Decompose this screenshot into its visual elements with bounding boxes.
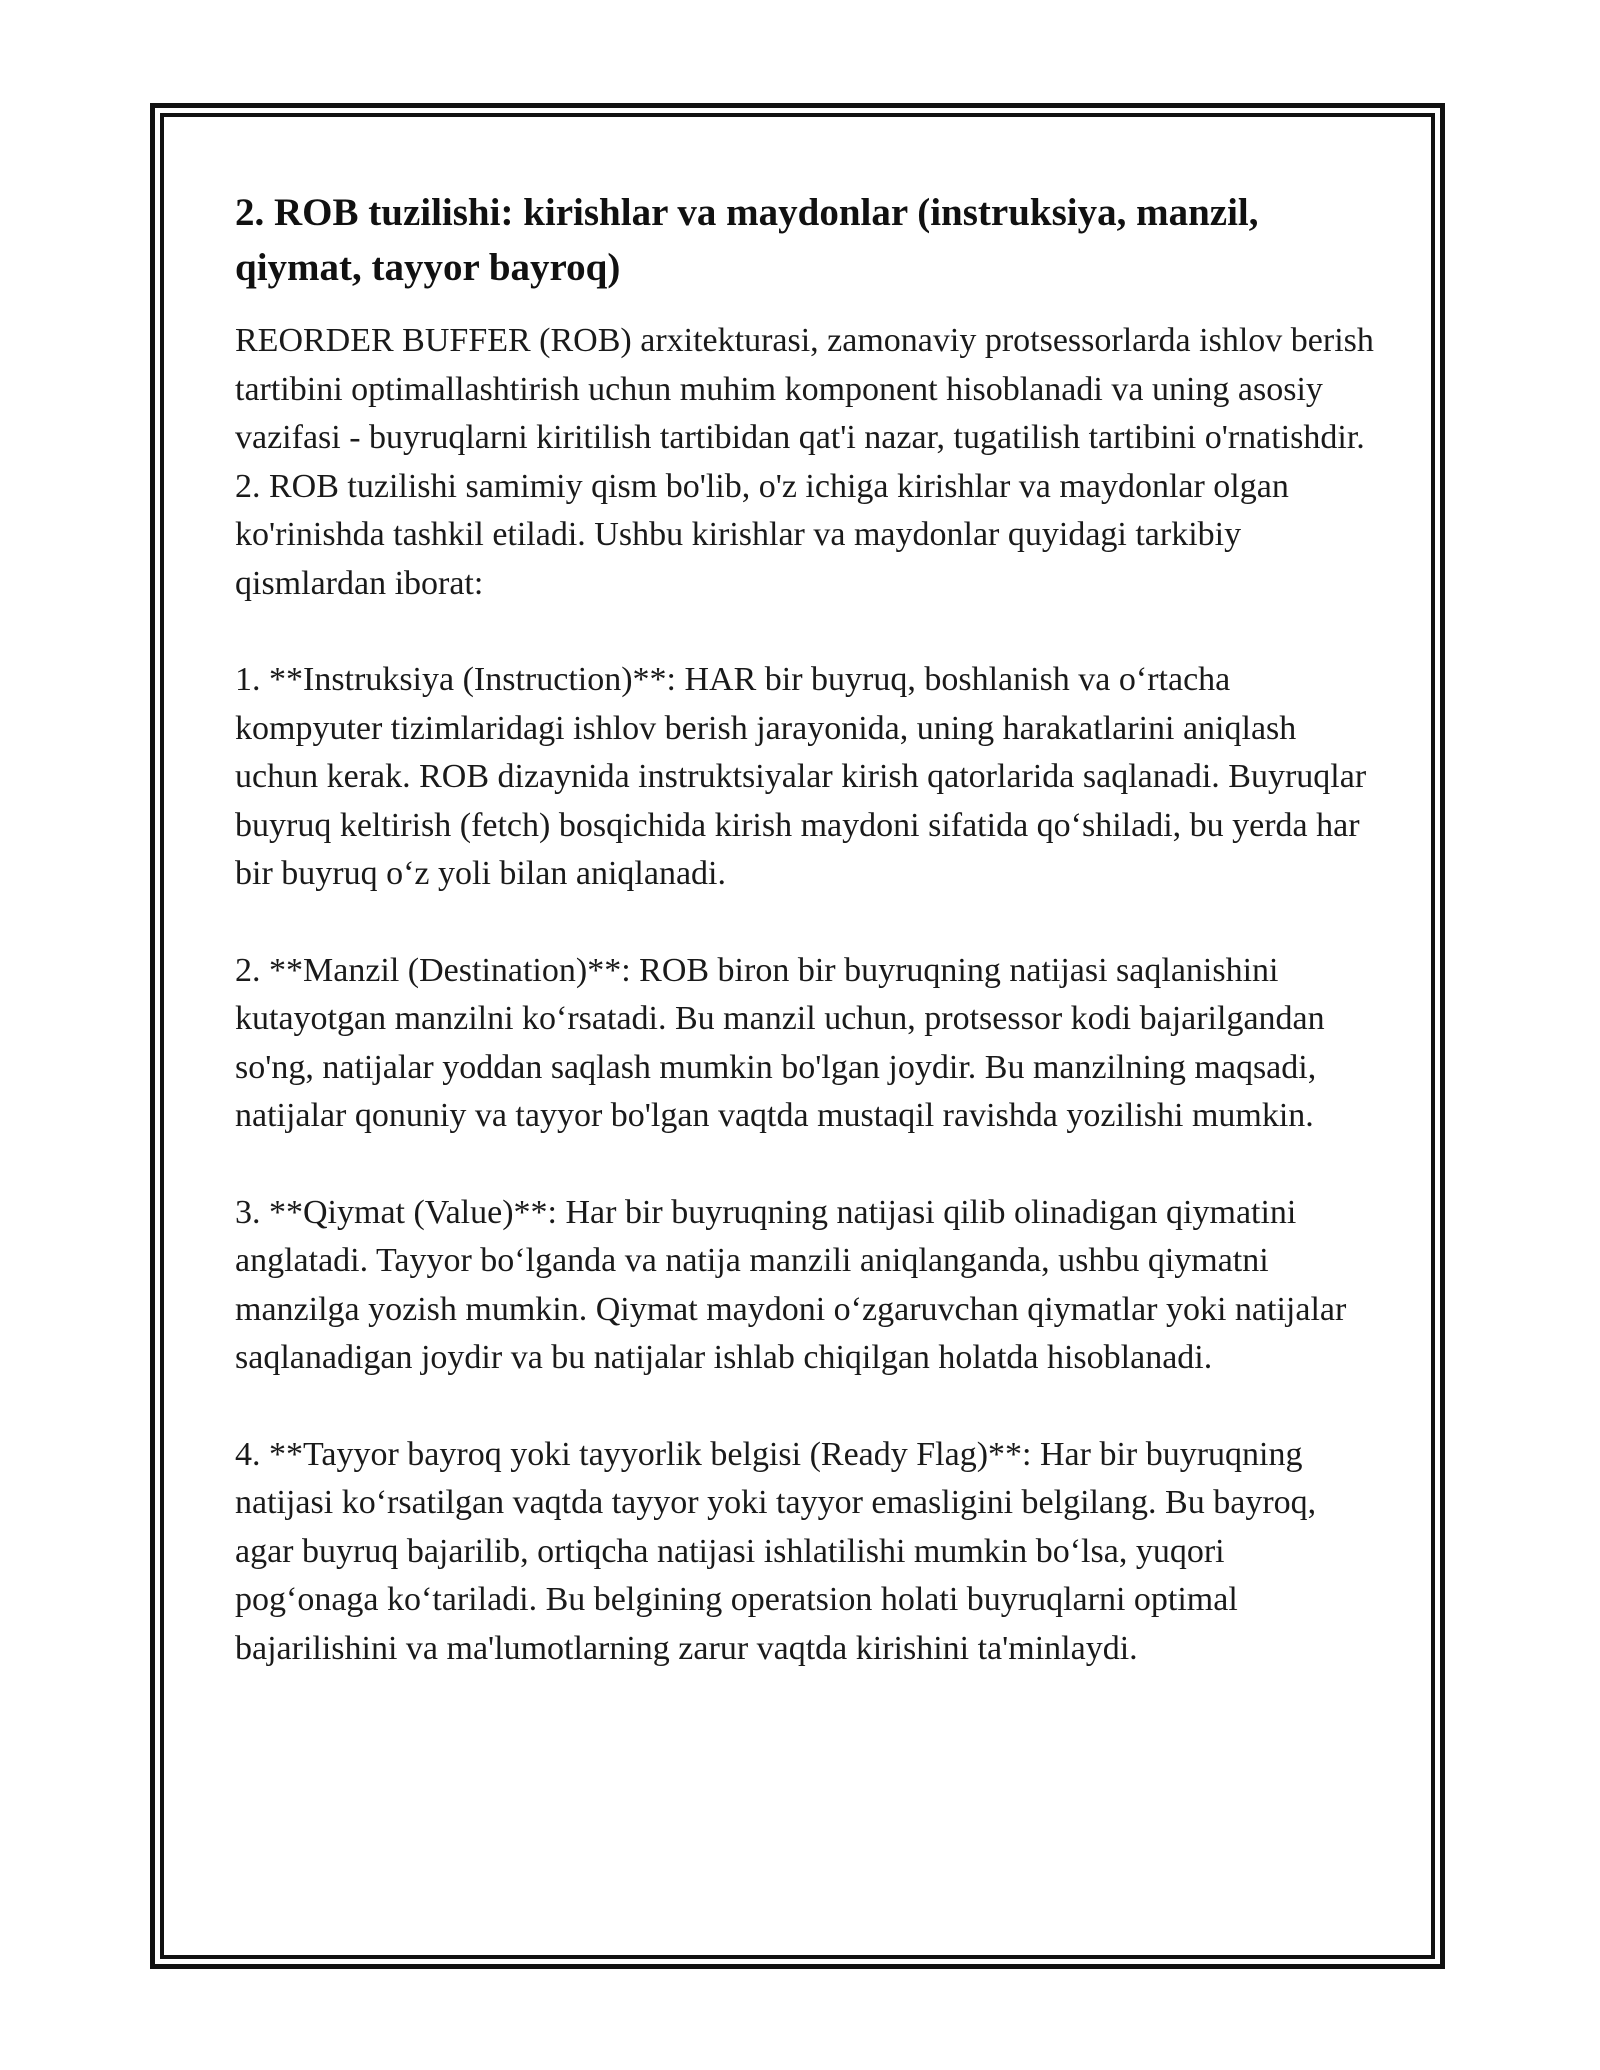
destination-field-paragraph: 2. **Manzil (Destination)**: ROB biron bir buyruqning natijasi saqlanishini kutayotgan manzilni ko‘rsatadi. Bu manzil uchun, protsessor kodi bajarilgandan so'ng, natijalar yoddan saqlash mumkin bo'lgan joydir. Bu manzilning maqsadi, natijalar qonuniy va tayyor bo'lgan vaqtda mustaqil ravishda yozilishi mumkin. (235, 951, 1325, 1134)
ready-flag-paragraph: 4. **Tayyor bayroq yoki tayyorlik belgisi (Ready Flag)**: Har bir buyruqning natijasi ko‘rsatilgan vaqtda tayyor yoki tayyor emasligini belgilang. Bu bayroq, agar buyruq bajarilib, ortiqcha natijasi ishlatilishi mumkin bo‘lsa, yuqori pog‘onaga ko‘tariladi. Bu belgining operatsion holati buyruqlarni optimal bajarilishini va ma'lumotlarning zarur vaqtda kirishini ta'minlaydi. (235, 1435, 1317, 1667)
instruction-field-paragraph: 1. **Instruksiya (Instruction)**: HAR bir buyruq, boshlanish va o‘rtacha kompyuter tizimlaridagi ishlov berish jarayonida, uning harakatlarini aniqlash uchun kerak. ROB dizaynida instruktsiyalar kirish qatorlarida saqlanadi. Buyruqlar buyruq keltirish (fetch) bosqichida kirish maydoni sifatida qo‘shiladi, bu yerda har bir buyruq o‘z yoli bilan aniqlanadi. (235, 661, 1367, 892)
value-field-paragraph: 3. **Qiymat (Value)**: Har bir buyruqning natijasi qilib olinadigan qiymatini anglatadi. Tayyor bo‘lganda va natija manzili aniqlanganda, ushbu qiymatni manzilga yozish mumkin. Qiymat maydoni o‘zgaruvchan qiymatlar yoki natijalar saqlanadigan joydir va bu natijalar ishlab chiqilgan holatda hisoblanadi. (235, 1193, 1347, 1376)
section-heading: 2. ROB tuzilishi: kirishlar va maydonlar (instruksiya, manzil, qiymat, tayyor bayroq) (235, 191, 1259, 289)
document-body (235, 185, 1375, 1721)
intro-paragraph: REORDER BUFFER (ROB) arxitekturasi, zamonaviy protsessorlarda ishlov berish tartibini optimallashtirish uchun muhim komponent hisoblanadi va uning asosiy vazifasi - buyruqlarni kiritilish tartibidan qat'i nazar, tugatilish tartibini o'rnatishdir. 2. ROB tuzilishi samimiy qism bo'lib, o'z ichiga kirishlar va maydonlar olgan ko'rinishda tashkil etiladi. Ushbu kirishlar va maydonlar quyidagi tarkibiy qismlardan iborat: (235, 322, 1374, 602)
